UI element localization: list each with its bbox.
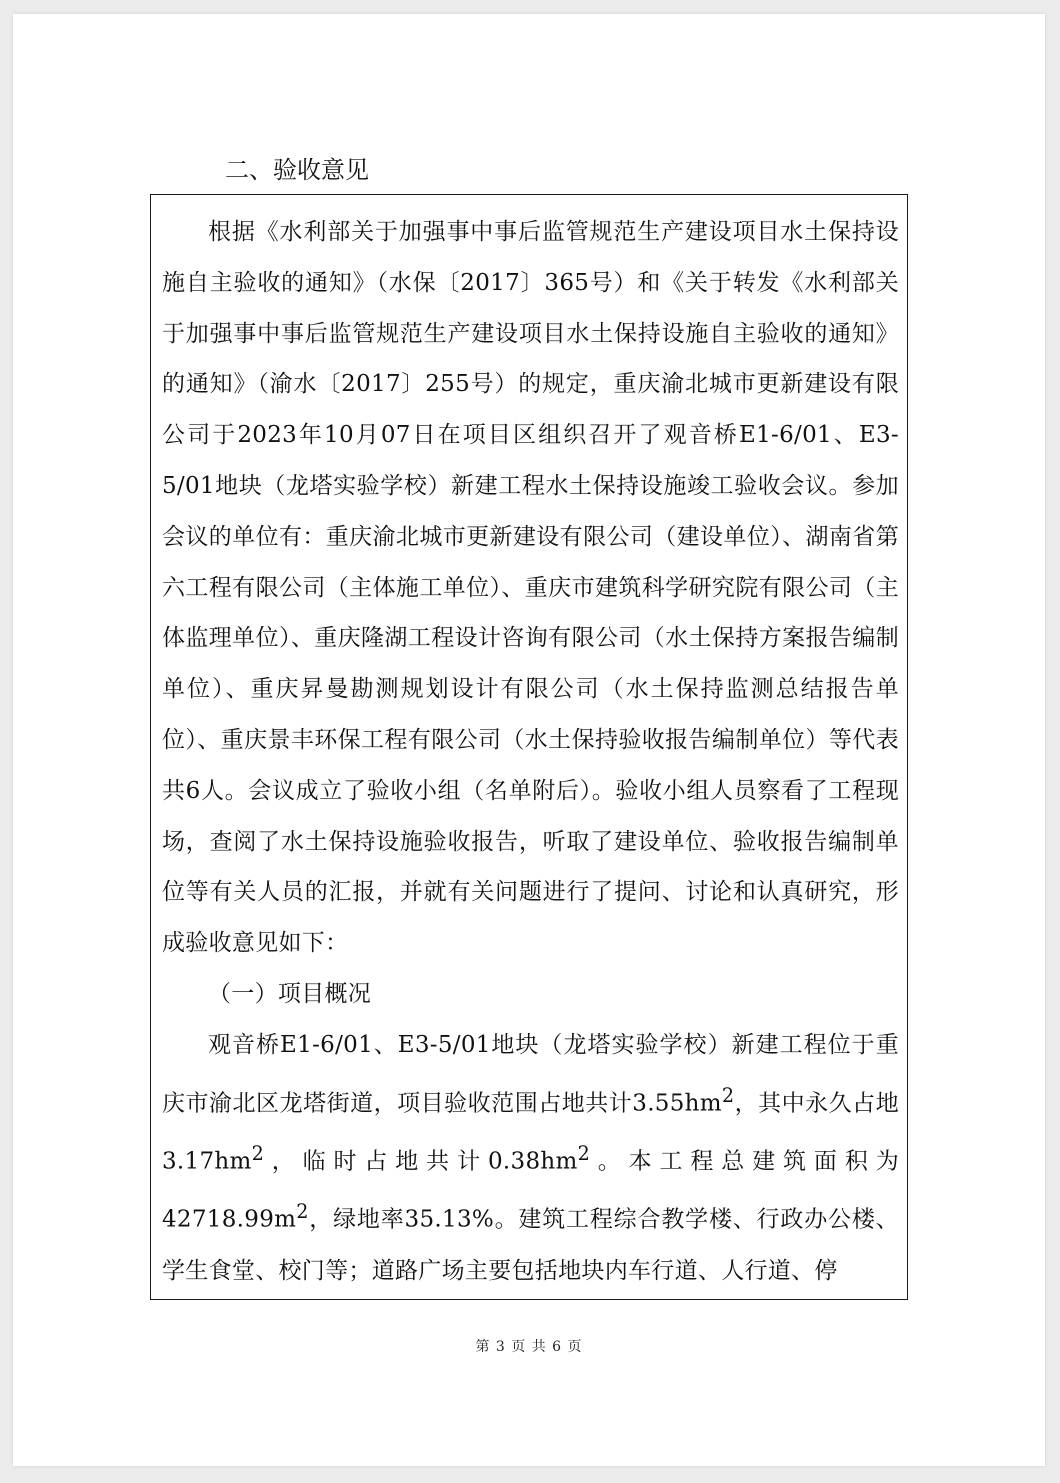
superscript-3: 2 [577, 1142, 591, 1165]
overview-text-d: 。本工程总建筑面积为42718.99m [162, 1148, 900, 1234]
paragraph-project-overview [162, 1020, 899, 1297]
overview-text-b: ，其中永久占地3.17hm [162, 1090, 899, 1175]
section-title: 二、验收意见 [225, 156, 369, 184]
paragraph-meeting-summary: 根据《水利部关于加强事中事后监管规范生产建设项目水土保持设施自主验收的通知》（水保〔2017〕365号）和《关于转发《水利部关于加强事中事后监管规范生产建设项目水土保持设施自主验收的通知》的通知》（渝水〔2017〕255号）的规定，重庆渝北城市更新建设有限公司于2023年10月07日在项目区组织召开了观音桥E1-6/01、E3-5/01地块（龙塔实验学校）新建工程水土保持设施竣工验收会议。参加会议的单位有：重庆渝北城市更新建设有限公司（建设单位）、湖南省第六工程有限公司（主体施工单位）、重庆市建筑科学研究院有限公司（主体监理单位）、重庆隆湖工程设计咨询有限公司（水土保持方案报告编制单位）、重庆昇曼勘测规划设计有限公司（水土保持监测总结报告单位）、重庆景丰环保工程有限公司（水土保持验收报告编制单位）等代表共6人。会议成立了验收小组（名单附后）。验收小组人员察看了工程现场，查阅了水土保持设施验收报告，听取了建设单位、验收报告编制单位等有关人员的汇报，并就有关问题进行了提问、讨论和认真研究，形成验收意见如下： [162, 219, 899, 957]
page-number-footer: 第 3 页 共 6 页 [475, 1339, 583, 1355]
box-content [162, 207, 899, 1297]
subheading-project-overview: （一）项目概况 [208, 980, 372, 1007]
superscript-2: 2 [251, 1142, 265, 1165]
superscript-4: 2 [296, 1200, 309, 1224]
document-page [13, 14, 1045, 1466]
superscript-1: 2 [721, 1083, 735, 1107]
overview-text-c: ，临时占地共计0.38hm [264, 1148, 578, 1175]
overview-text-a: 观音桥E1-6/01、E3-5/01地块（龙塔实验学校）新建工程位于重庆市渝北区龙塔街道，项目验收范围占地共计3.55hm [162, 1031, 899, 1117]
overview-text-e: ，绿地率35.13%。建筑工程综合教学楼、行政办公楼、学生食堂、校门等；道路广场主要包括地块内车行道、人行道、停 [162, 1207, 899, 1284]
acceptance-opinion-box [150, 194, 908, 1300]
